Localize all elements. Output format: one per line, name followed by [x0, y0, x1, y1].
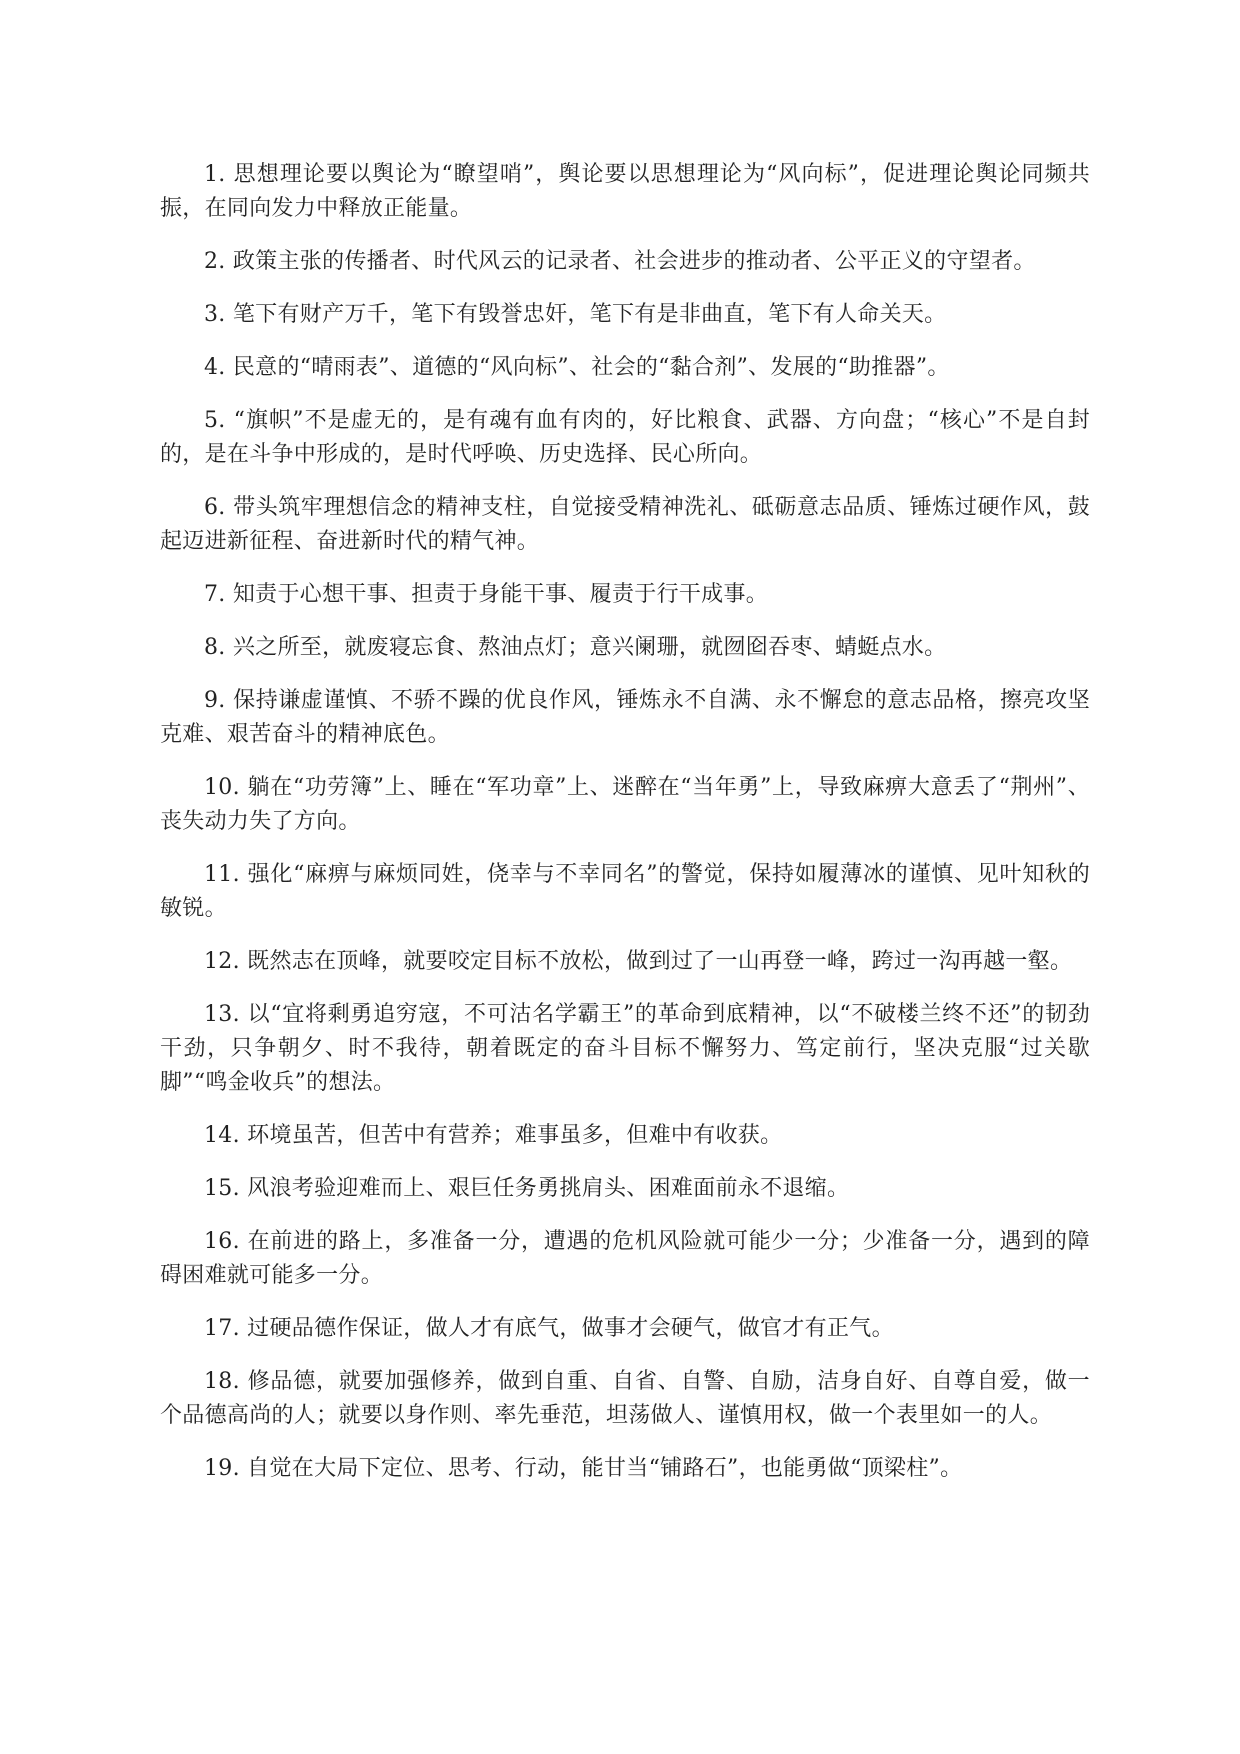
- list-item: 16. 在前进的路上，多准备一分，遭遇的危机风险就可能少一分；少准备一分，遇到的障碍困难就可能多一分。: [160, 1229, 1090, 1288]
- list-item: 14. 环境虽苦，但苦中有营养；难事虽多，但难中有收获。: [204, 1123, 783, 1148]
- list-item: 17. 过硬品德作保证，做人才有底气，做事才会硬气，做官才有正气。: [204, 1316, 894, 1341]
- list-item: 4. 民意的“晴雨表”、道德的“风向标”、社会的“黏合剂”、发展的“助推器”。: [204, 355, 950, 380]
- list-item: 12. 既然志在顶峰，就要咬定目标不放松，做到过了一山再登一峰，跨过一沟再越一壑。: [204, 949, 1073, 974]
- list-item: 1. 思想理论要以舆论为“瞭望哨”，舆论要以思想理论为“风向标”，促进理论舆论同频共振，在同向发力中释放正能量。: [160, 162, 1090, 221]
- list-item: 6. 带头筑牢理想信念的精神支柱，自觉接受精神洗礼、砥砺意志品质、锤炼过硬作风，鼓起迈进新征程、奋进新时代的精气神。: [160, 495, 1090, 554]
- list-item: 19. 自觉在大局下定位、思考、行动，能甘当“铺路石”，也能勇做“顶梁柱”。: [204, 1456, 963, 1481]
- list-item: 15. 风浪考验迎难而上、艰巨任务勇挑肩头、困难面前永不退缩。: [204, 1176, 850, 1201]
- list-item: 9. 保持谦虚谨慎、不骄不躁的优良作风，锤炼永不自满、永不懈怠的意志品格，擦亮攻坚克难、艰苦奋斗的精神底色。: [160, 688, 1090, 747]
- list-item: 11. 强化“麻痹与麻烦同姓，侥幸与不幸同名”的警觉，保持如履薄冰的谨慎、见叶知秋的敏锐。: [160, 862, 1090, 921]
- list-item: 2. 政策主张的传播者、时代风云的记录者、社会进步的推动者、公平正义的守望者。: [204, 249, 1036, 274]
- list-item: 5. “旗帜”不是虚无的，是有魂有血有肉的，好比粮食、武器、方向盘；“核心”不是自封的，是在斗争中形成的，是时代呼唤、历史选择、民心所向。: [160, 408, 1090, 467]
- list-item: 8. 兴之所至，就废寝忘食、熬油点灯；意兴阑珊，就囫囵吞枣、蜻蜓点水。: [204, 635, 947, 660]
- list-item: 18. 修品德，就要加强修养，做到自重、自省、自警、自励，洁身自好、自尊自爱，做一个品德高尚的人；就要以身作则、率先垂范，坦荡做人、谨慎用权，做一个表里如一的人。: [160, 1369, 1090, 1428]
- list-item: 13. 以“宜将剩勇追穷寇，不可沽名学霸王”的革命到底精神，以“不破楼兰终不还”的韧劲干劲，只争朝夕、时不我待，朝着既定的奋斗目标不懈努力、笃定前行，坚决克服“过关歇脚”“鸣金收兵”的想法。: [160, 1002, 1090, 1095]
- list-item: 3. 笔下有财产万千，笔下有毁誉忠奸，笔下有是非曲直，笔下有人命关天。: [204, 302, 947, 327]
- list-item: 10. 躺在“功劳簿”上、睡在“军功章”上、迷醉在“当年勇”上，导致麻痹大意丢了“荆州”、丧失动力失了方向。: [160, 775, 1090, 834]
- list-item: 7. 知责于心想干事、担责于身能干事、履责于行干成事。: [204, 582, 769, 607]
- document-body: [160, 158, 1090, 1505]
